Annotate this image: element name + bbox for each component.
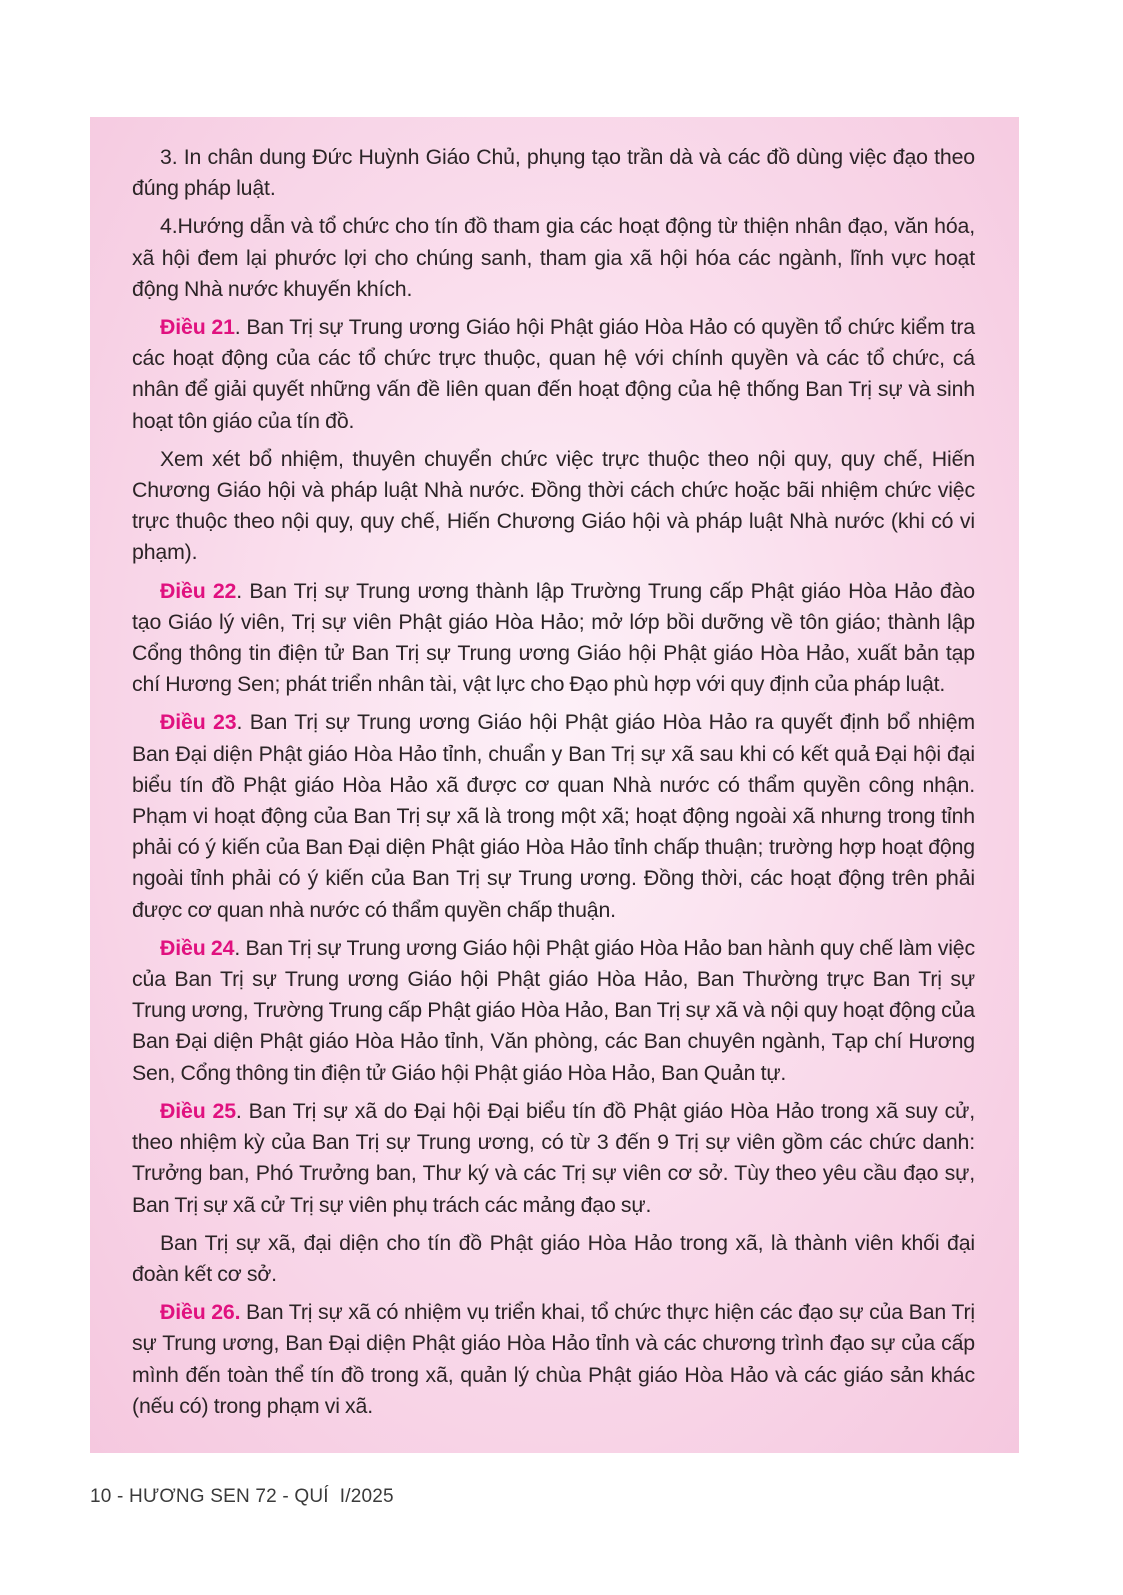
page-footer: 10 - HƯƠNG SEN 72 - QUÍ I/2025 <box>90 1486 394 1507</box>
paragraph-text: Xem xét bổ nhiệm, thuyên chuyển chức việc trực thuộc theo nội quy, quy chế, Hiến Chương Giáo hội và pháp luật Nhà nước. Đồng thời cách chức hoặc bãi nhiệm chức việc trực thuộc theo nội quy, quy chế, Hiến Chương Giáo hội và pháp luật Nhà nước (khi có vi phạm). <box>132 446 975 565</box>
paragraph-text: Ban Trị sự xã, đại diện cho tín đồ Phật giáo Hòa Hảo trong xã, là thành viên khối đại đoàn kết cơ sở. <box>132 1230 975 1286</box>
article-label: Điều 22 <box>160 578 237 603</box>
paragraph-article-26 <box>132 1297 975 1422</box>
paragraph-article-21 <box>132 312 975 437</box>
article-content-box <box>90 117 1019 1453</box>
article-label: Điều 23 <box>160 710 237 735</box>
paragraph-article-24 <box>132 933 975 1089</box>
paragraph-text: 3. In chân dung Đức Huỳnh Giáo Chủ, phụng tạo trần dà và các đồ dùng việc đạo theo đúng pháp luật. <box>132 145 975 201</box>
paragraph-text: . Ban Trị sự Trung ương Giáo hội Phật giáo Hòa Hảo ra quyết định bổ nhiệm Ban Đại diện Phật giáo Hòa Hảo tỉnh, chuẩn y Ban Trị sự xã sau khi có kết quả Đại hội đại biểu tín đồ Phật giáo Hòa Hảo xã được cơ quan Nhà nước có thẩm quyền công nhận. Phạm vi hoạt động của Ban Trị sự xã là trong một xã; hoạt động ngoài xã nhưng trong tỉnh phải có ý kiến của Ban Đại diện Phật giáo Hòa Hảo tỉnh chấp thuận; trường hợp hoạt động ngoài tỉnh phải có ý kiến của Ban Trị sự Trung ương. Đồng thời, các hoạt động trên phải được cơ quan nhà nước có thẩm quyền chấp thuận. <box>132 710 975 922</box>
paragraph-text: . Ban Trị sự Trung ương thành lập Trường Trung cấp Phật giáo Hòa Hảo đào tạo Giáo lý viên, Trị sự viên Phật giáo Hòa Hảo; mở lớp bồi dưỡng về tôn giáo; thành lập Cổng thông tin điện tử Ban Trị sự Trung ương Giáo hội Phật giáo Hòa Hảo, xuất bản tạp chí Hương Sen; phát triển nhân tài, vật lực cho Đạo phù hợp với quy định của pháp luật. <box>132 578 975 697</box>
paragraph-article-25 <box>132 1096 975 1221</box>
paragraph-text: . Ban Trị sự Trung ương Giáo hội Phật giáo Hòa Hảo có quyền tổ chức kiểm tra các hoạt động của các tổ chức trực thuộc, quan hệ với chính quyền và các tổ chức, cá nhân để giải quyết những vấn đề liên quan đến hoạt động của hệ thống Ban Trị sự và sinh hoạt tôn giáo của tín đồ. <box>132 315 975 433</box>
paragraph-item-3 <box>132 142 975 204</box>
paragraph-article-23 <box>132 707 975 925</box>
paragraph-item-4 <box>132 211 975 305</box>
paragraph-text: 4.Hướng dẫn và tổ chức cho tín đồ tham gia các hoạt động từ thiện nhân đạo, văn hóa, xã hội đem lại phước lợi cho chúng sanh, tham gia xã hội hóa các ngành, lĩnh vực hoạt động Nhà nước khuyến khích. <box>132 214 975 301</box>
article-label: Điều 26. <box>160 1300 241 1325</box>
paragraph-article-22 <box>132 576 975 701</box>
paragraph-text: . Ban Trị sự Trung ương Giáo hội Phật giáo Hòa Hảo ban hành quy chế làm việc của Ban Trị sự Trung ương Giáo hội Phật giáo Hòa Hảo, Ban Thường trực Ban Trị sự Trung ương, Trường Trung cấp Phật giáo Hòa Hảo, Ban Trị sự xã và nội quy hoạt động của Ban Đại diện Phật giáo Hòa Hảo tỉnh, Văn phòng, các Ban chuyên ngành, Tạp chí Hương Sen, Cổng thông tin điện tử Giáo hội Phật giáo Hòa Hảo, Ban Quản tự. <box>132 935 975 1085</box>
paragraph-article-21-cont <box>132 444 975 569</box>
article-label: Điều 24 <box>160 935 235 960</box>
paragraph-text: . Ban Trị sự xã do Đại hội Đại biểu tín đồ Phật giáo Hòa Hảo trong xã suy cử, theo nhiệm kỳ của Ban Trị sự Trung ương, có từ 3 đến 9 Trị sự viên gồm các chức danh: Trưởng ban, Phó Trưởng ban, Thư ký và các Trị sự viên cơ sở. Tùy theo yêu cầu đạo sự, Ban Trị sự xã cử Trị sự viên phụ trách các mảng đạo sự. <box>132 1098 975 1217</box>
article-label: Điều 21 <box>160 315 235 340</box>
article-label: Điều 25 <box>160 1098 236 1123</box>
paragraph-article-25-cont <box>132 1228 975 1290</box>
paragraph-text: Ban Trị sự xã có nhiệm vụ triển khai, tổ chức thực hiện các đạo sự của Ban Trị sự Trung ương, Ban Đại diện Phật giáo Hòa Hảo tỉnh và các chương trình đạo sự của cấp mình đến toàn thể tín đồ trong xã, quản lý chùa Phật giáo Hòa Hảo và các giáo sản khác (nếu có) trong phạm vi xã. <box>132 1300 975 1418</box>
